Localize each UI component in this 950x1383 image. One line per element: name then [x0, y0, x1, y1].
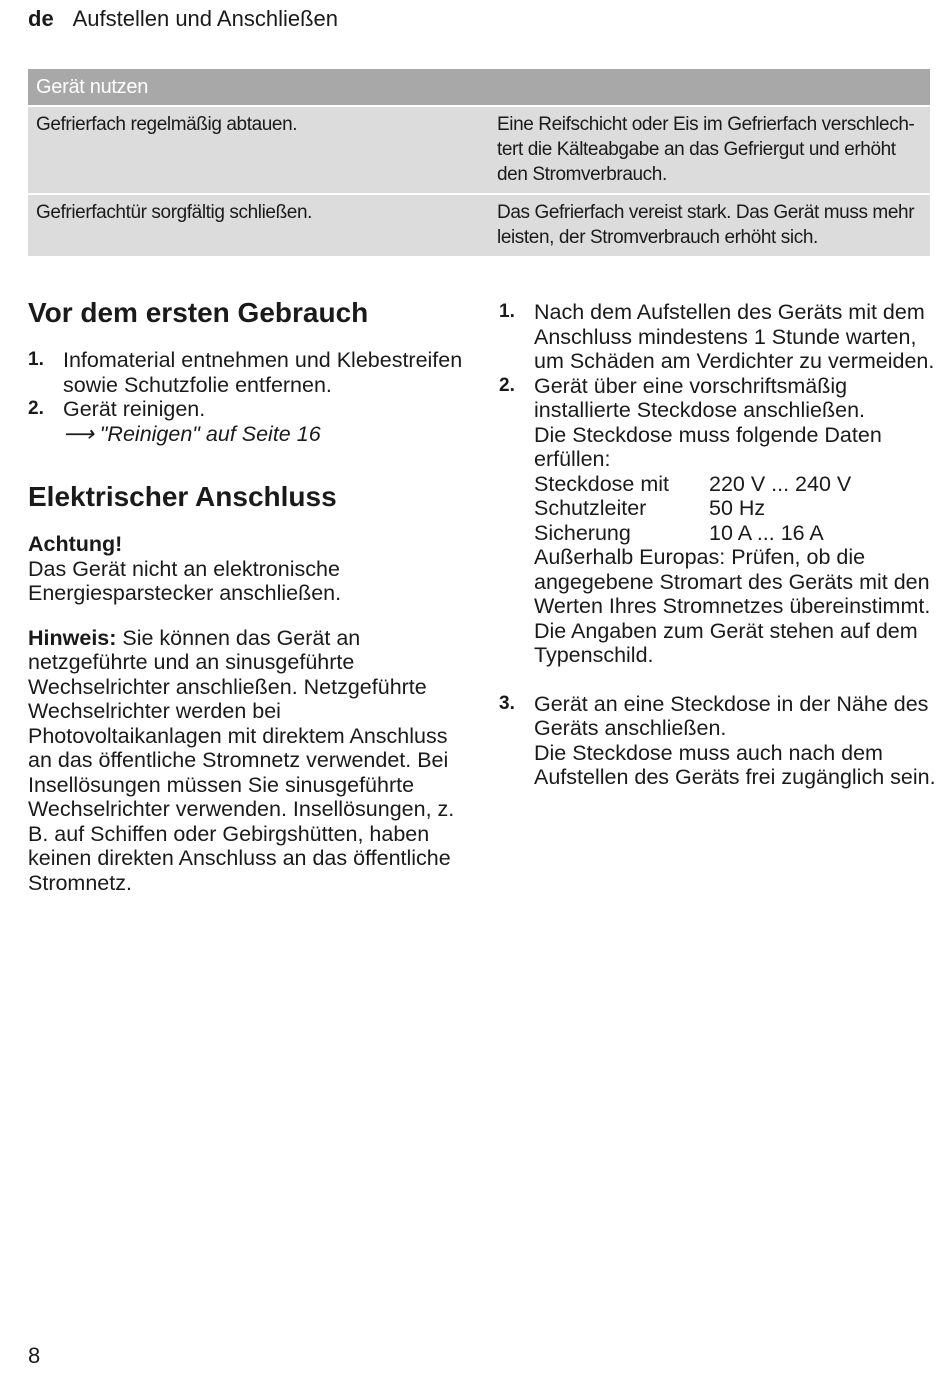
spec-value: 10 A ... 16 A [709, 520, 824, 545]
step-text: Gerät reinigen. [63, 397, 206, 421]
connection-steps [499, 300, 939, 790]
note-text: Die Steckdose muss auch nach dem Aufstellen des Geräts frei zugänglich sein. [534, 740, 936, 789]
page-number: 8 [28, 1343, 41, 1368]
spec-value: 50 Hz [709, 496, 766, 520]
table-row [28, 106, 930, 194]
left-column [28, 296, 468, 895]
page-reference-link[interactable]: ⟶ "Reinigen" auf Seite 16 [63, 421, 321, 446]
right-column [499, 300, 939, 790]
chapter-title: Aufstellen und Anschließen [72, 6, 338, 31]
note-text: Außerhalb Europas: Prüfen, ob die angegebene Stromart des Geräts mit den Werten Ihres Stromnetzes übereinstimmt. Die Angaben zum Gerät stehen auf dem Typenschild. [534, 545, 931, 667]
step-number: 1. [499, 301, 515, 322]
table-cell-reason: Eine Reifschicht oder Eis im Gefrierfach verschlech-tert die Kälteabgabe an das Gefriergut und erhöht den Stromverbrauch. [489, 106, 930, 194]
spec-table [534, 472, 939, 546]
spec-label: Sicherung [534, 520, 631, 545]
energy-tips-table [28, 69, 930, 256]
list-item [499, 374, 939, 668]
list-item [499, 692, 939, 790]
table-row [28, 194, 930, 256]
step-text: Gerät über eine vorschriftsmäßig installierte Steckdose anschließen. [534, 373, 866, 422]
caution-block [28, 532, 468, 606]
list-item [28, 348, 468, 397]
requirement-text: Die Steckdose muss folgende Daten erfüllen: [534, 422, 882, 471]
table-heading: Gerät nutzen [28, 69, 930, 106]
list-item [499, 300, 939, 374]
caution-text: Das Gerät nicht an elektronische Energiesparstecker anschließen. [28, 556, 342, 605]
table-cell-tip: Gefrierfachtür sorgfältig schließen. [28, 194, 489, 256]
section-title-electrical: Elektrischer Anschluss [28, 481, 337, 512]
table-cell-reason: Das Gefrierfach vereist stark. Das Gerät muss mehr leisten, der Stromverbrauch erhöht sich. [489, 194, 930, 256]
spec-value: 220 V ... 240 V [709, 471, 852, 496]
step-number: 2. [499, 374, 515, 396]
hint-label: Hinweis: [28, 625, 117, 650]
step-number: 1. [28, 349, 44, 370]
table-cell-tip: Gefrierfach regelmäßig abtauen. [28, 106, 489, 194]
section-title-first-use: Vor dem ersten Gebrauch [28, 297, 369, 328]
hint-text: Sie können das Gerät an netzgeführte und an sinusgeführte Wechselrichter anschließen. Netzgeführte Wechselrichter werden bei Photovoltaikanlagen mit direktem Anschluss an das öffentliche Stromnetz verwendet. Bei Insellösungen müssen Sie sinusgeführte Wechselrichter verwenden. Insellösungen, z. B. auf Schiffen oder Gebirgshütten, haben keinen direkten Anschluss an das öffentliche Stromnetz. [28, 625, 455, 895]
caution-label: Achtung! [28, 532, 123, 556]
spec-label: Steckdose mit [534, 471, 670, 496]
step-text: Gerät an eine Steckdose in der Nähe des Geräts anschließen. [534, 691, 929, 740]
step-text: Nach dem Aufstellen des Geräts mit dem Anschluss mindestens 1 Stunde warten, um Schäden am Verdichter zu vermeiden. [534, 300, 935, 373]
step-number: 3. [499, 692, 515, 714]
first-use-steps [28, 348, 468, 446]
hint-block [28, 626, 468, 896]
page-header [28, 6, 338, 32]
step-number: 2. [28, 398, 44, 419]
spec-label: Schutzleiter [534, 496, 647, 520]
step-text: Infomaterial entnehmen und Klebestreifen sowie Schutzfolie entfernen. [63, 348, 463, 397]
list-item [28, 397, 468, 446]
language-code: de [28, 6, 54, 31]
